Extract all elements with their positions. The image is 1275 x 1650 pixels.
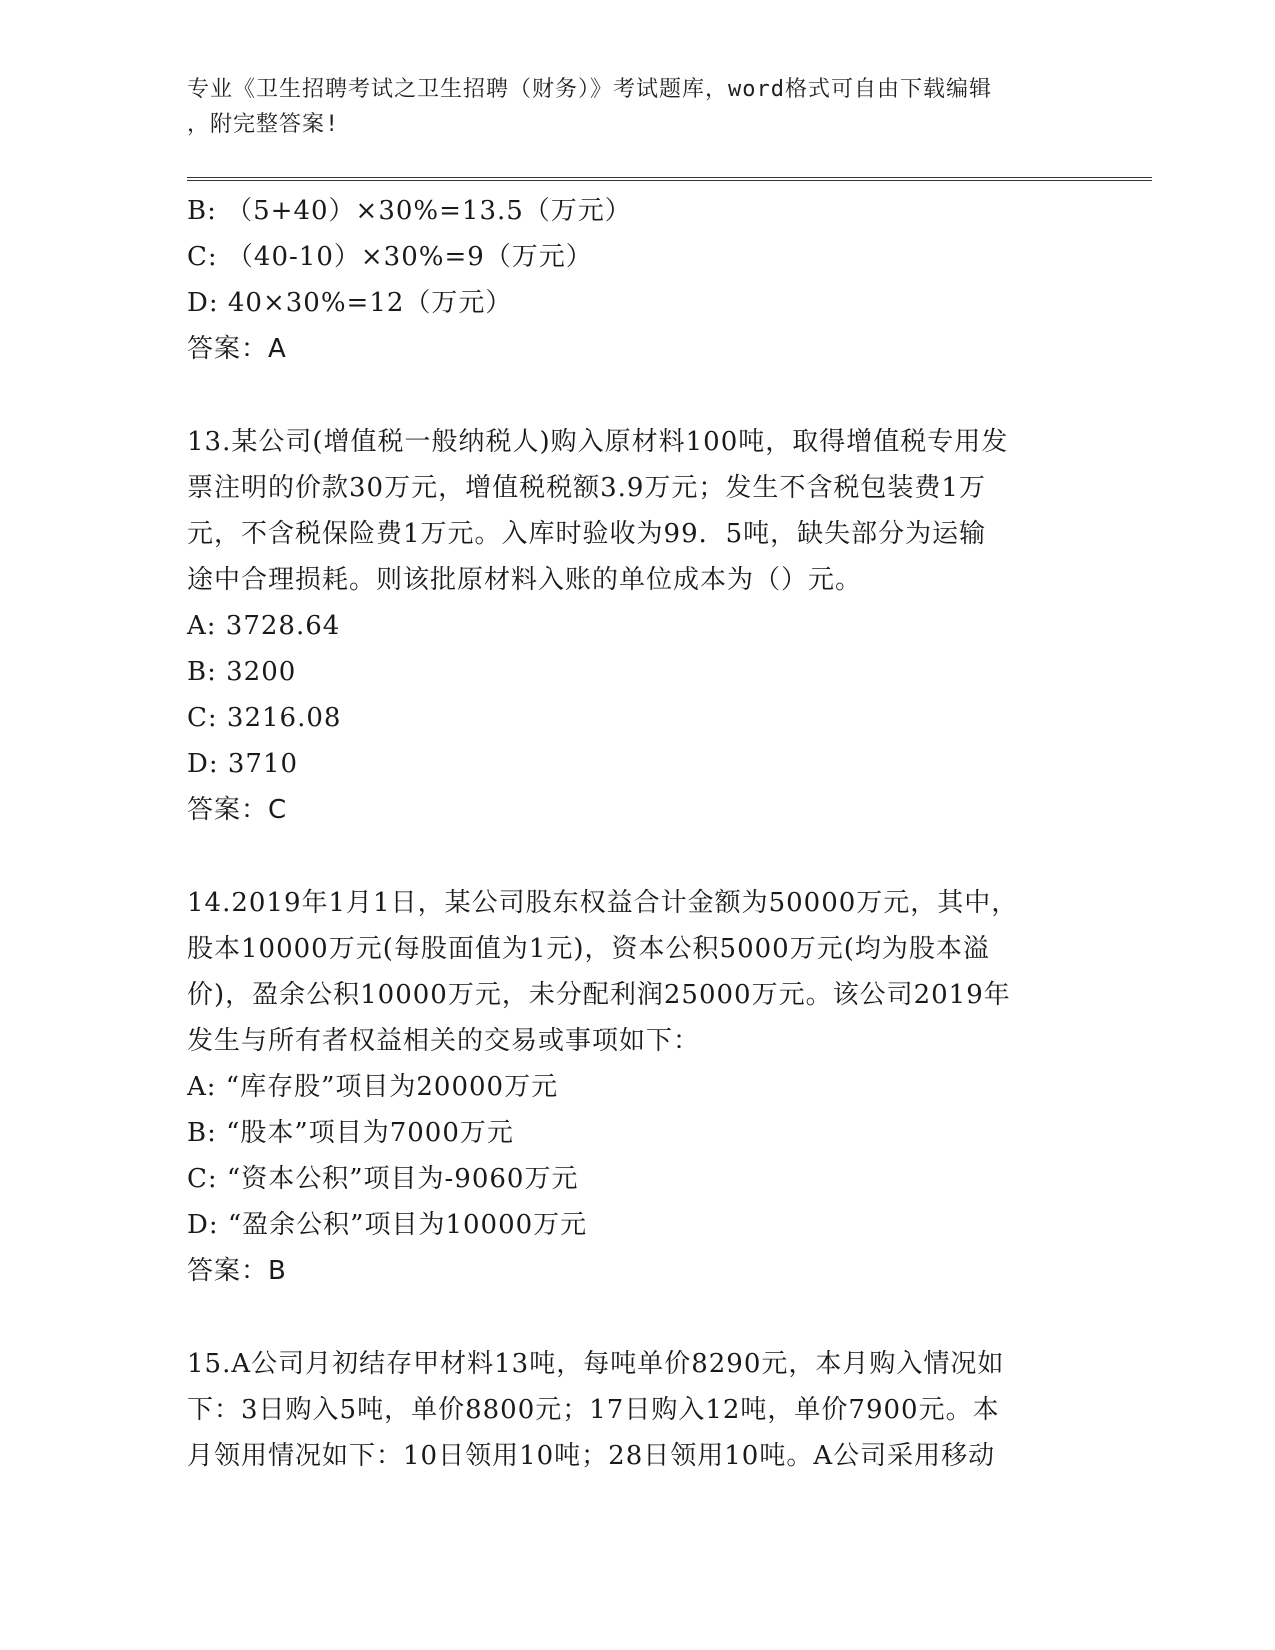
question-stem-line: 途中合理损耗。则该批原材料入账的单位成本为（）元。 [187, 565, 863, 595]
answer: 答案：A [187, 334, 287, 364]
option-b: B: （5+40）×30%=13.5（万元） [187, 196, 632, 226]
question-stem-line: 票注明的价款30万元，增值税税额3.9万元；发生不含税包装费1万 [187, 473, 986, 503]
option-d: D: “盈余公积”项目为10000万元 [187, 1210, 588, 1240]
option-c: C: （40-10）×30%=9（万元） [187, 242, 593, 272]
question-stem-line: 股本10000万元(每股面值为1元)，资本公积5000万元(均为股本溢 [187, 934, 990, 964]
option-c: C: 3216.08 [187, 703, 342, 733]
header-divider [187, 177, 1152, 181]
question-13 [187, 419, 1107, 833]
option-b: B: “股本”项目为7000万元 [187, 1118, 514, 1148]
question-14 [187, 880, 1107, 1294]
question-stem-line: 发生与所有者权益相关的交易或事项如下： [187, 1026, 701, 1056]
option-d: D: 40×30%=12（万元） [187, 288, 513, 318]
answer: 答案：B [187, 1256, 287, 1286]
question-stem-line: 13.某公司(增值税一般纳税人)购入原材料100吨，取得增值税专用发 [187, 427, 1009, 457]
question-15 [187, 1341, 1107, 1479]
spacer [187, 1294, 1107, 1341]
question-stem-line: 15.A公司月初结存甲材料13吨，每吨单价8290元，本月购入情况如 [187, 1349, 1005, 1379]
document-header [187, 72, 1087, 142]
spacer [187, 372, 1107, 419]
answer: 答案：C [187, 795, 288, 825]
spacer [187, 833, 1107, 880]
option-a: A: 3728.64 [187, 611, 341, 641]
question-stem-line: 价)，盈余公积10000万元，未分配利润25000万元。该公司2019年 [187, 980, 1011, 1010]
question-stem-line: 元，不含税保险费1万元。入库时验收为99．5吨，缺失部分为运输 [187, 519, 987, 549]
option-b: B: 3200 [187, 657, 297, 687]
option-d: D: 3710 [187, 749, 299, 779]
option-a: A: “库存股”项目为20000万元 [187, 1072, 559, 1102]
question-12-tail [187, 188, 1107, 372]
document-body [187, 188, 1107, 1479]
question-stem-line: 月领用情况如下：10日领用10吨；28日领用10吨。A公司采用移动 [187, 1441, 996, 1471]
question-stem-line: 下：3日购入5吨，单价8800元；17日购入12吨，单价7900元。本 [187, 1395, 1000, 1425]
question-stem-line: 14.2019年1月1日，某公司股东权益合计金额为50000万元，其中， [187, 888, 1019, 918]
header-title-line-2: ，附完整答案! [187, 112, 340, 137]
header-title-line-1: 专业《卫生招聘考试之卫生招聘（财务）》考试题库，word格式可自由下载编辑 [187, 77, 992, 102]
option-c: C: “资本公积”项目为-9060万元 [187, 1164, 579, 1194]
